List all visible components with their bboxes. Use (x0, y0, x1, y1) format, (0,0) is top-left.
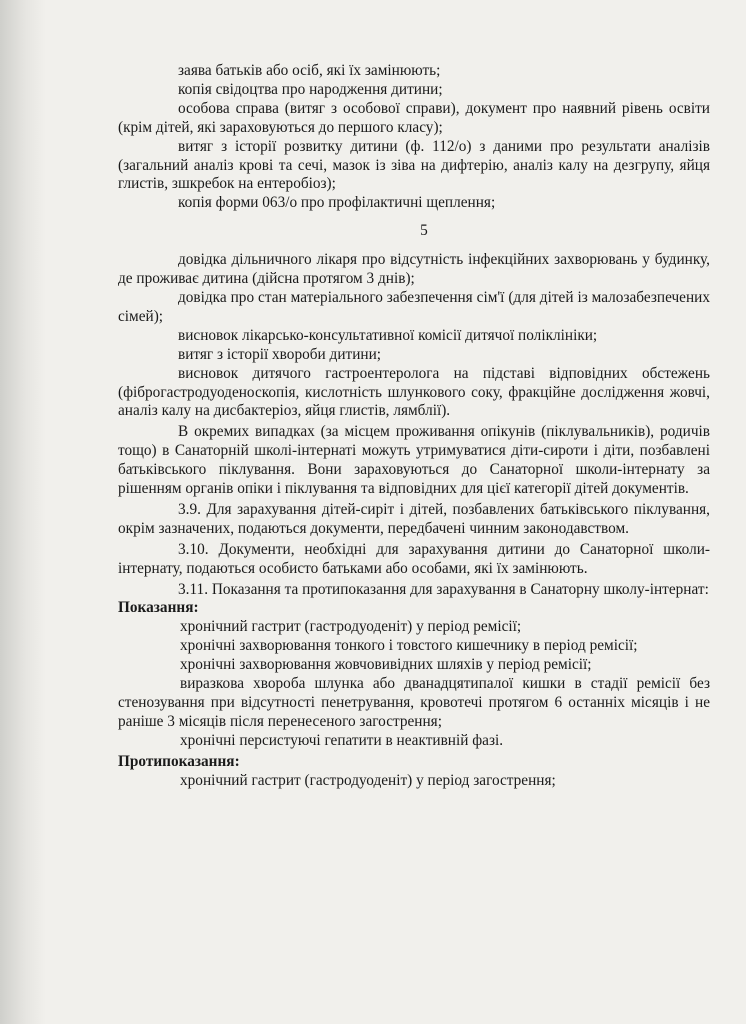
document-page (118, 62, 710, 791)
paragraph-3-11: 3.11. Показання та протипоказання для зарахування в Санаторну школу-інтернат: (178, 580, 709, 598)
contraindication-item: хронічний гастрит (гастродуоденіт) у період загострення; (180, 771, 556, 789)
paragraph-3-10: 3.10. Документи, необхідні для зарахування дитини до Санаторної школи-інтернату, подаються особисто батьками або особами, які їх замінюють. (118, 540, 710, 577)
doc-item: висновок дитячого гастроентеролога на підставі відповідних обстежень (фіброгастродуоденоскопія, кислотність шлункового соку, фракційне дослідження жовчі, аналіз калу на дисбактеріоз, яйця глистів, лямблії). (118, 364, 710, 420)
doc-item: витяг з історії хвороби дитини; (178, 345, 382, 363)
indication-item: виразкова хвороба шлунка або дванадцятипалої кишки в стадії ремісії без стенозування при відсутності пенетрування, кровотечі протягом 6 останніх місяців і не раніше 3 місяців після перенесеного загострення; (118, 675, 710, 730)
doc-item: особова справа (витяг з особової справи), документ про наявний рівень освіти (крім дітей, які зараховуються до першого класу); (118, 99, 710, 136)
paragraph: В окремих випадках (за місцем проживання опікунів (піклувальників), родичів тощо) в Санаторній школі-інтернаті можуть утримуватися діти-сироти і діти, позбавлені батьківського піклування. Вони зараховуються до Санаторної школи-інтернату за рішенням органів опіки і піклування та відповідних для цієї категорії дітей документів. (118, 423, 710, 498)
paragraph-3-9: 3.9. Для зарахування дітей-сиріт і дітей, позбавлених батьківського піклування, окрім зазначених, подаються документи, передбачені чинним законодавством. (118, 500, 710, 537)
indication-item: хронічні захворювання тонкого і товстого кишечнику в період ремісії; (180, 637, 638, 655)
doc-item: довідка про стан матеріального забезпечення сім'ї (для дітей із малозабезпечених сімей); (118, 288, 710, 325)
doc-item: копія форми 063/о про профілактичні щеплення; (178, 194, 496, 212)
indication-item: хронічний гастрит (гастродуоденіт) у період ремісії; (180, 618, 522, 636)
doc-item: заява батьків або осіб, які їх замінюють; (178, 62, 441, 79)
scan-edge-shadow (0, 0, 46, 1024)
doc-item: довідка дільничного лікаря про відсутність інфекційних захворювань у будинку, де проживає дитина (дійсна протягом 3 днів); (118, 251, 710, 288)
indications-heading: Показання: (118, 599, 199, 617)
indication-item: хронічні персистуючі гепатити в неактивній фазі. (180, 731, 504, 749)
doc-item: копія свідоцтва про народження дитини; (178, 80, 443, 98)
indication-item: хронічні захворювання жовчовивідних шляхів у період ремісії; (180, 656, 592, 674)
contraindications-heading: Протипоказання: (118, 752, 240, 770)
doc-item: висновок лікарсько-консультативної комісії дитячої поліклініки; (178, 326, 598, 344)
doc-item: витяг з історії розвитку дитини (ф. 112/о) з даними про результати аналізів (загальний аналіз крові та сечі, мазок із зіва на дифтерію, аналіз калу на дезгрупу, яйця глистів, зшкребок на ентеробіоз); (118, 137, 710, 193)
page-number: 5 (420, 222, 428, 240)
